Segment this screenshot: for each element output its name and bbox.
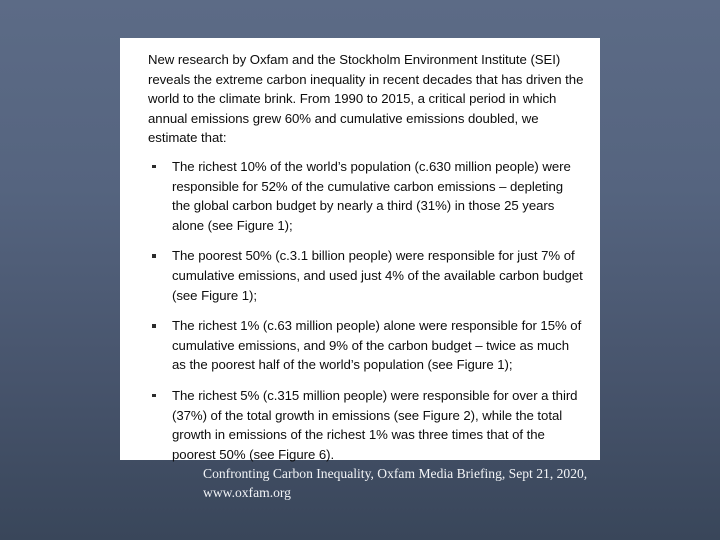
list-item-text: The richest 5% (c.315 million people) were responsible for over a third (37%) of the total growth in emissions (see Figure 2), while the total growth in emissions of the richest 1% was three times that of the poorest 50% (see Figure 6). (172, 387, 578, 462)
caption-line-1: Confronting Carbon Inequality, Oxfam Media Briefing, Sept 21, 2020, (203, 466, 588, 481)
list-item-text: The richest 10% of the world’s population (c.630 million people) were responsible for 52% of the cumulative carbon emissions – depleting the global carbon budget by nearly a third (31%) in those 25 years alone (see Figure 1); (172, 158, 571, 233)
source-caption (203, 464, 633, 502)
square-bullet-icon (152, 165, 156, 169)
list-item-text: The richest 1% (c.63 million people) alone were responsible for 15% of cumulative emissions, and 9% of the carbon budget – twice as much as the poorest half of the world’s population (see Figure 1); (172, 318, 582, 373)
list-item (148, 246, 584, 305)
list-item (148, 316, 584, 375)
list-item-text: The poorest 50% (c.3.1 billion people) were responsible for just 7% of cumulative emissions, and used just 4% of the available carbon budget (see Figure 1); (172, 248, 583, 303)
content-panel (120, 38, 600, 460)
findings-list (148, 157, 584, 464)
square-bullet-icon (152, 324, 156, 328)
caption-line-2: www.oxfam.org (203, 485, 291, 500)
intro-paragraph: New research by Oxfam and the Stockholm Environment Institute (SEI) reveals the extreme carbon inequality in recent decades that has driven the world to the climate brink. From 1990 to 2015, a critical period in which annual emissions grew 60% and cumulative emissions doubled, we estimate that: (148, 52, 584, 146)
list-item (148, 157, 584, 235)
list-item (148, 386, 584, 464)
square-bullet-icon (152, 394, 156, 398)
square-bullet-icon (152, 254, 156, 258)
